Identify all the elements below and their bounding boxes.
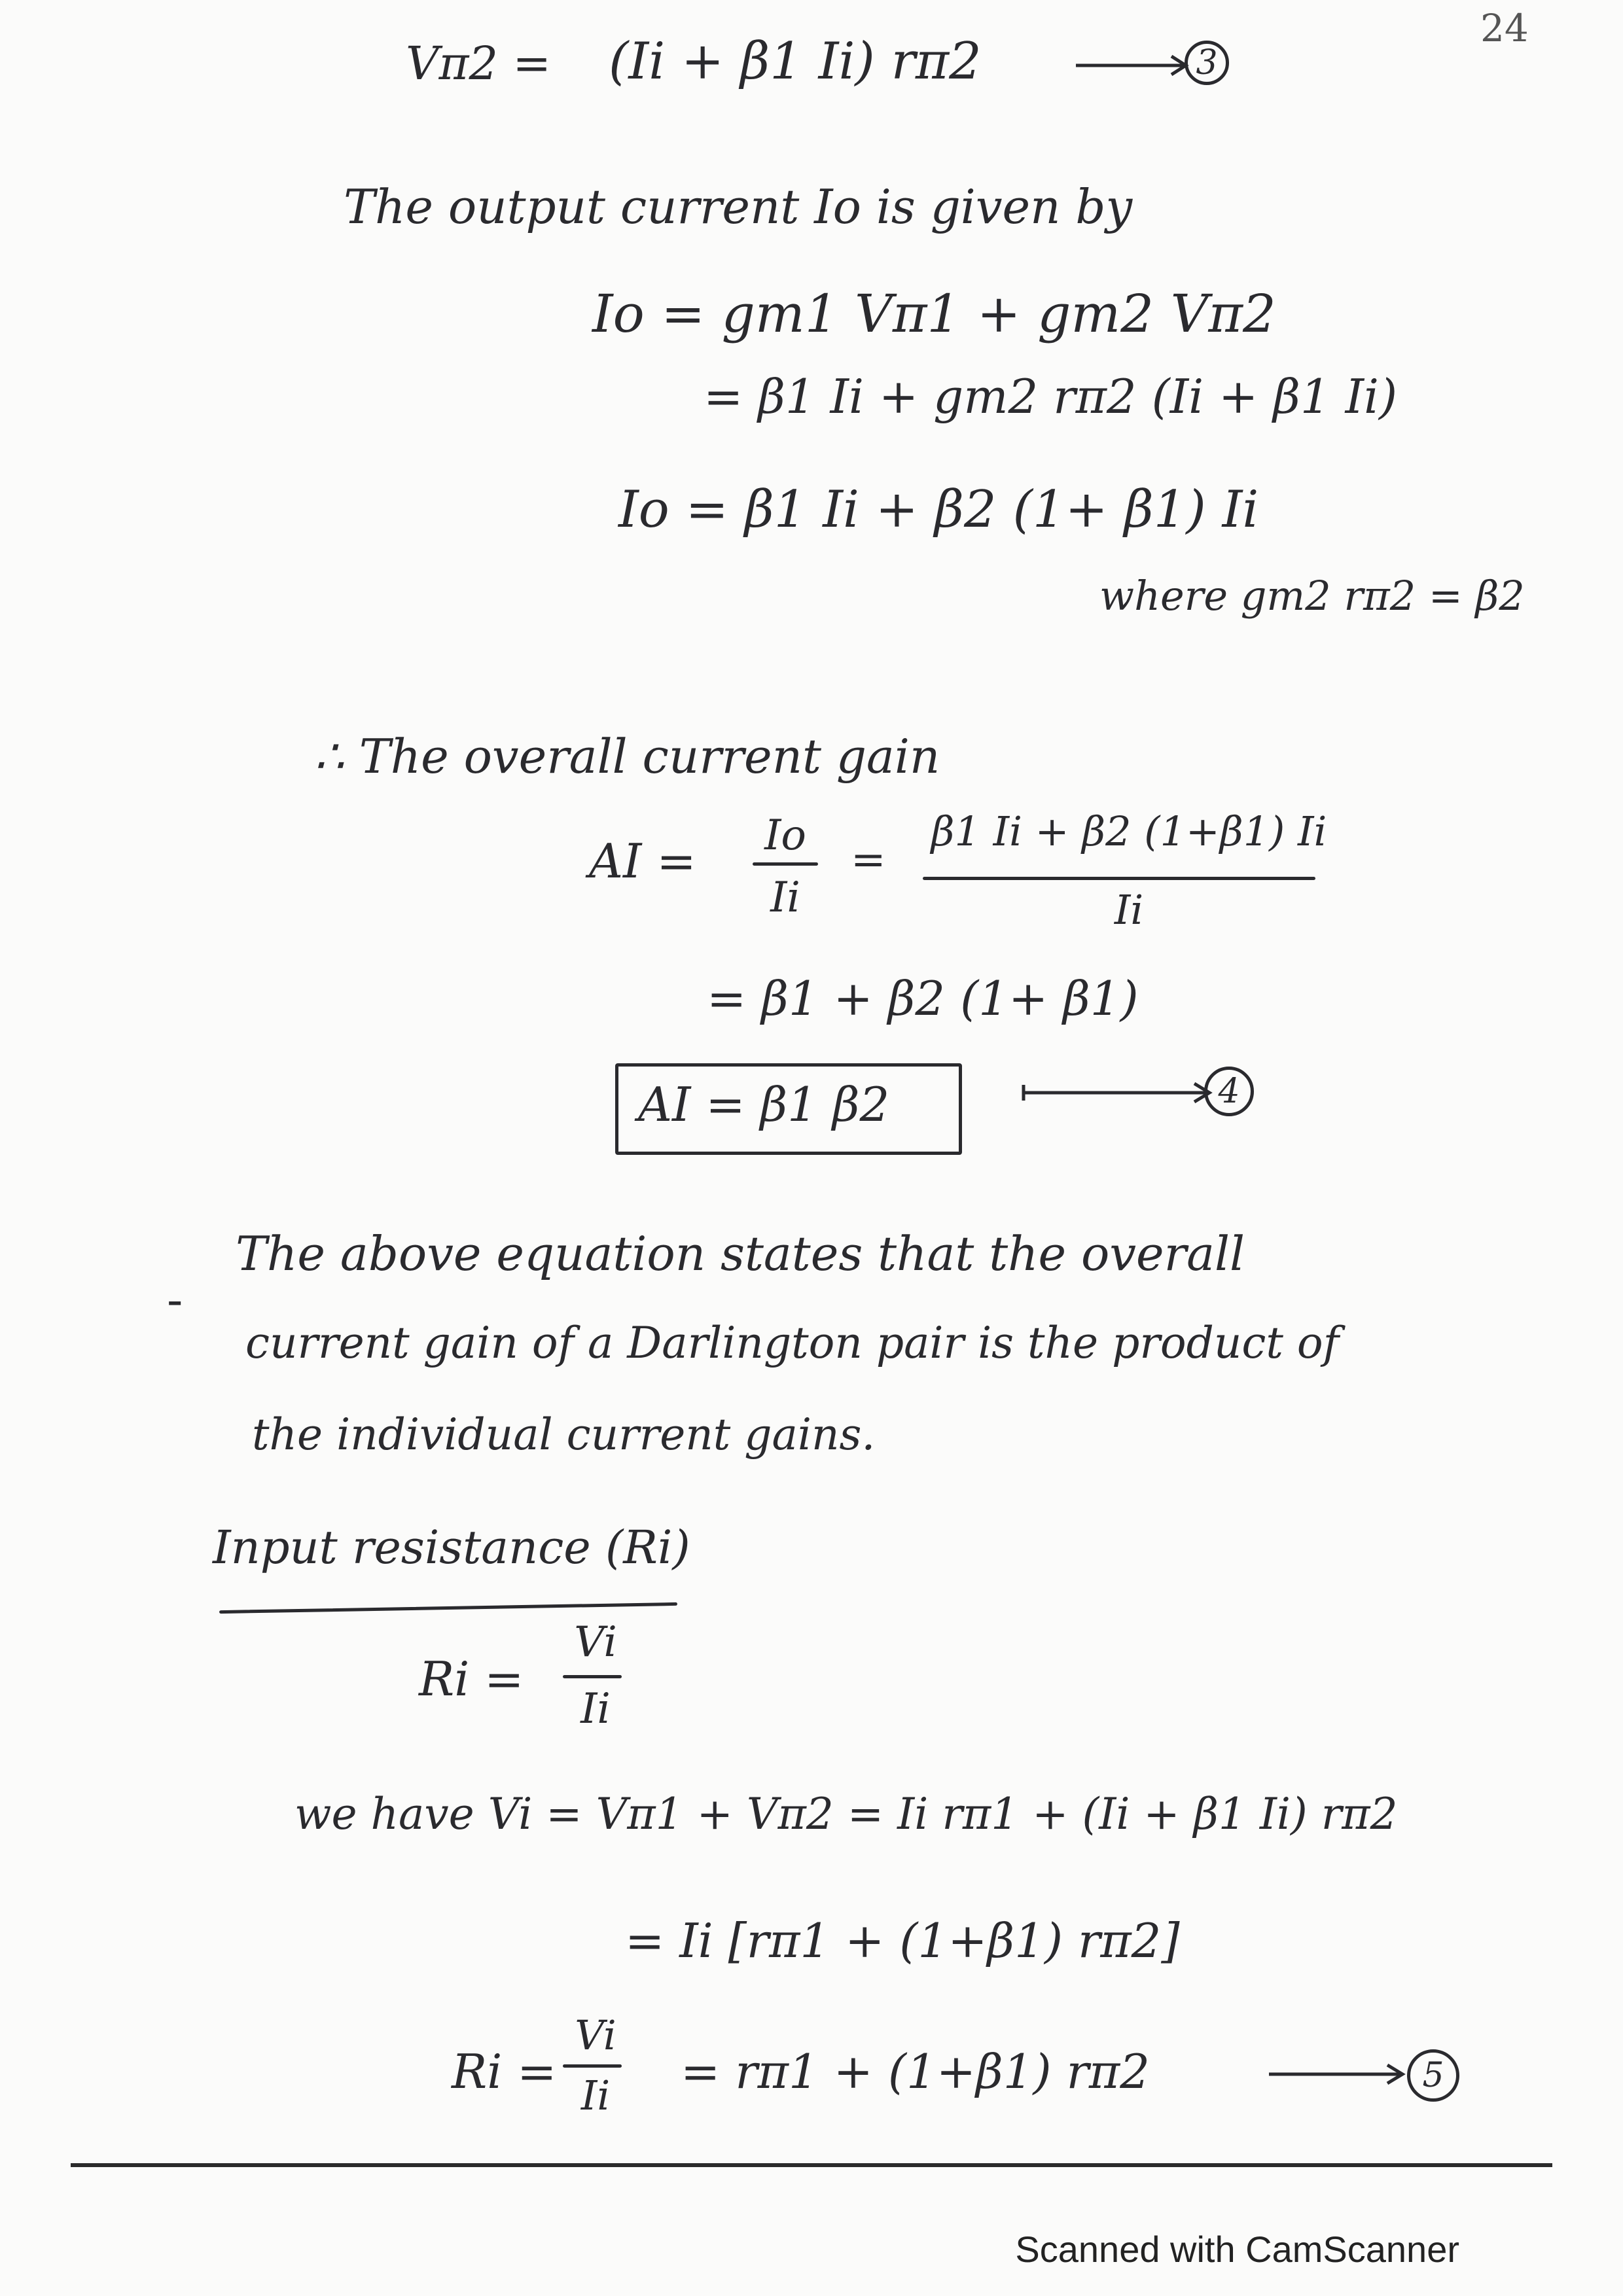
ri-def-bar — [563, 1675, 622, 1678]
page-number: 24 — [1480, 6, 1529, 50]
ri-final-den: Ii — [580, 2072, 611, 2119]
output-current-text: The output current Io is given by — [344, 179, 1133, 234]
eq4-tag: 4 — [1204, 1067, 1254, 1116]
where-note: where gm2 rπ2 = β2 — [1099, 572, 1525, 620]
ai-equals-2: = — [851, 836, 886, 884]
ri-def-lhs: Ri = — [419, 1651, 524, 1706]
eq3-tag: 3 — [1185, 41, 1229, 85]
ri-final-lhs: Ri = — [452, 2044, 557, 2099]
statement-line-1: The above equation states that the overall — [236, 1226, 1245, 1281]
ai-frac2-bar — [923, 877, 1315, 880]
photo-bottom-edge — [71, 2163, 1552, 2167]
ri-def-num: Vi — [574, 1618, 617, 1667]
ri-def-den: Ii — [580, 1685, 611, 1733]
ai-line-2: = β1 + β2 (1+ β1) — [707, 971, 1139, 1026]
ai-num1: Io — [764, 811, 806, 860]
ai-num2: β1 Ii + β2 (1+β1) Ii — [931, 807, 1327, 855]
ri-final-rhs: = rπ1 + (1+β1) rπ2 — [681, 2044, 1150, 2099]
eq3-rhs: (Ii + β1 Ii) rπ2 — [609, 32, 982, 91]
eq4-arrow-icon — [1021, 1080, 1217, 1106]
io-line-2: = β1 Ii + gm2 rπ2 (Ii + β1 Ii) — [704, 369, 1398, 424]
we-have-line: we have Vi = Vπ1 + Vπ2 = Ii rπ1 + (Ii + β1 Ii) rπ2 — [294, 1789, 1398, 1839]
vi-line-2: = Ii [rπ1 + (1+β1) rπ2] — [625, 1913, 1180, 1968]
ri-final-bar — [563, 2064, 622, 2068]
ri-final-num: Vi — [575, 2011, 616, 2059]
eq5-arrow-icon — [1266, 2061, 1410, 2087]
camscanner-watermark: Scanned with CamScanner — [1015, 2229, 1459, 2270]
ai-frac1-bar — [753, 862, 818, 866]
eq3-lhs: Vπ2 = — [406, 37, 551, 90]
ai-den1: Ii — [770, 874, 800, 922]
statement-dash: - — [167, 1272, 183, 1327]
heading-underline — [219, 1602, 677, 1614]
ai-den2: Ii — [1114, 886, 1144, 934]
input-resistance-heading: Input resistance (Ri) — [213, 1521, 690, 1574]
io-line-3: Io = β1 Ii + β2 (1+ β1) Ii — [618, 480, 1259, 539]
overall-gain-text: ∴ The overall current gain — [314, 729, 940, 784]
eq3-arrow-icon — [1073, 52, 1191, 79]
eq5-tag: 5 — [1407, 2049, 1459, 2102]
statement-line-3: the individual current gains. — [252, 1409, 876, 1460]
io-line-1: Io = gm1 Vπ1 + gm2 Vπ2 — [592, 283, 1276, 344]
statement-line-2: current gain of a Darlington pair is the product of — [245, 1318, 1340, 1368]
ai-lhs: AI = — [589, 834, 696, 889]
ai-boxed-text: AI = β1 β2 — [638, 1077, 890, 1132]
